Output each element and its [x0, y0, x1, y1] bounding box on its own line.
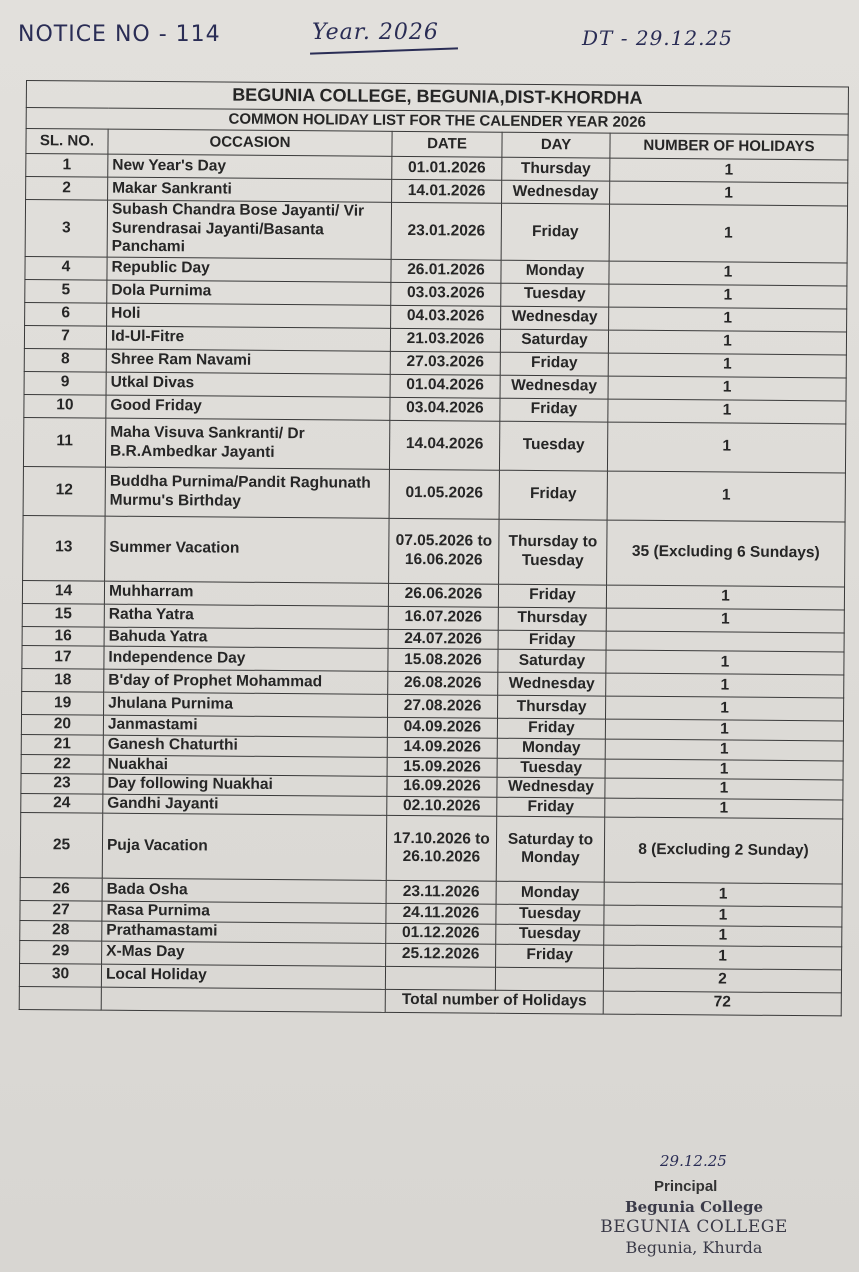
cell-date: 01.04.2026 — [390, 374, 500, 398]
cell-day: Friday — [498, 584, 606, 608]
cell-occasion: Summer Vacation — [105, 516, 390, 583]
cell-date: 04.03.2026 — [391, 305, 501, 329]
stamp-line-3: Begunia, Khurda — [625, 1238, 763, 1257]
cell-day: Monday — [496, 882, 604, 906]
cell-count: 1 — [605, 696, 843, 721]
cell-sl: 14 — [22, 580, 104, 604]
cell-count: 1 — [608, 376, 846, 401]
cell-day: Friday — [499, 470, 607, 520]
cell-count: 1 — [607, 422, 845, 473]
cell-count — [606, 631, 844, 652]
cell-occasion: Prathamastami — [102, 921, 386, 943]
stamp-line-2: BEGUNIA COLLEGE — [600, 1216, 788, 1237]
cell-count: 1 — [609, 261, 847, 286]
cell-occasion: Shree Ram Navami — [106, 349, 390, 374]
cell-date: 02.10.2026 — [387, 796, 497, 816]
cell-count: 1 — [604, 925, 842, 946]
cell-date: 16.07.2026 — [388, 606, 498, 630]
cell-date: 25.12.2026 — [386, 943, 496, 967]
cell-date: 26.06.2026 — [388, 583, 498, 607]
cell-sl: 26 — [20, 878, 102, 902]
principal-signature: 29.12.25 — [660, 1152, 727, 1170]
cell-sl: 5 — [25, 279, 107, 303]
cell-day: Friday — [498, 630, 606, 650]
cell-count: 1 — [609, 284, 847, 309]
cell-occasion: Republic Day — [107, 257, 391, 282]
cell-occasion: Gandhi Jayanti — [103, 794, 387, 816]
cell-count: 1 — [610, 158, 848, 183]
table-row — [23, 466, 845, 521]
cell-date: 15.09.2026 — [387, 757, 497, 777]
stamp-line-1: Begunia College — [624, 1198, 764, 1216]
cell-date: 14.09.2026 — [387, 737, 497, 757]
cell-date — [385, 966, 495, 990]
cell-day: Friday — [500, 352, 608, 376]
cell-date: 15.08.2026 — [388, 649, 498, 673]
cell-sl: 8 — [24, 348, 106, 372]
cell-day: Wednesday — [501, 306, 609, 330]
notice-number: NOTICE NO - 114 — [18, 22, 221, 47]
cell-count: 1 — [604, 882, 842, 907]
cell-sl: 10 — [24, 394, 106, 418]
col-sl-header: SL. NO. — [26, 129, 108, 155]
cell-occasion: B'day of Prophet Mohammad — [104, 670, 388, 695]
cell-date: 27.03.2026 — [390, 351, 500, 375]
cell-date: 27.08.2026 — [388, 695, 498, 719]
cell-day: Saturday to Monday — [496, 817, 605, 883]
cell-day: Friday — [497, 719, 605, 739]
cell-count: 1 — [604, 905, 842, 926]
notice-date: DT - 29.12.25 — [582, 26, 733, 50]
cell-sl: 22 — [21, 754, 103, 774]
cell-occasion: Maha Visuva Sankranti/ Dr B.R.Ambedkar Jayanti — [105, 418, 389, 469]
cell-occasion: Holi — [107, 303, 391, 328]
cell-day: Friday — [500, 398, 608, 422]
cell-day: Monday — [497, 738, 605, 758]
cell-count: 1 — [605, 798, 843, 819]
cell-count: 1 — [608, 353, 846, 378]
col-date-header: DATE — [392, 131, 502, 157]
cell-sl: 11 — [23, 417, 105, 467]
cell-day: Tuesday — [499, 421, 607, 471]
cell-count: 1 — [608, 330, 846, 355]
cell-count: 1 — [605, 739, 843, 760]
cell-count: 8 (Excluding 2 Sunday) — [604, 817, 843, 884]
cell-occasion: Utkal Divas — [106, 372, 390, 397]
cell-sl: 4 — [25, 256, 107, 280]
cell-day: Saturday — [500, 329, 608, 353]
cell-day: Thursday — [502, 157, 610, 181]
cell-occasion: Buddha Purnima/Pandit Raghunath Murmu's Birthday — [105, 467, 389, 518]
college-title: BEGUNIA COLLEGE, BEGUNIA,DIST-KHORDHA — [26, 81, 848, 114]
cell-date: 16.09.2026 — [387, 777, 497, 797]
cell-day: Saturday — [498, 650, 606, 674]
cell-sl: 19 — [22, 692, 104, 716]
cell-date: 03.03.2026 — [391, 282, 501, 306]
cell-count: 1 — [605, 759, 843, 780]
notice-year: Year. 2026 — [312, 20, 439, 45]
cell-occasion: X-Mas Day — [102, 941, 386, 966]
cell-count: 2 — [603, 968, 841, 993]
cell-day: Friday — [496, 944, 604, 968]
cell-blank — [101, 987, 385, 1012]
cell-date: 17.10.2026 to 26.10.2026 — [386, 816, 497, 882]
cell-occasion: Nuakhai — [103, 755, 387, 777]
cell-count: 1 — [606, 608, 844, 633]
college-stamp — [594, 1198, 794, 1258]
cell-occasion: Rasa Purnima — [102, 901, 386, 923]
cell-day: Wednesday — [500, 375, 608, 399]
cell-occasion: Ganesh Chaturthi — [103, 735, 387, 757]
cell-sl: 23 — [21, 774, 103, 794]
list-subtitle: COMMON HOLIDAY LIST FOR THE CALENDER YEAR 2026 — [26, 108, 848, 135]
cell-sl: 3 — [25, 200, 107, 257]
cell-date: 26.01.2026 — [391, 259, 501, 283]
table-row — [25, 200, 847, 263]
cell-count: 1 — [606, 650, 844, 675]
cell-occasion: Puja Vacation — [102, 813, 387, 880]
cell-sl: 28 — [20, 920, 102, 940]
cell-day: Tuesday — [496, 924, 604, 944]
cell-date: 24.07.2026 — [388, 629, 498, 649]
cell-day: Friday — [501, 203, 609, 261]
cell-occasion: Good Friday — [106, 395, 390, 420]
cell-count: 1 — [610, 181, 848, 206]
cell-occasion: Day following Nuakhai — [103, 774, 387, 796]
cell-sl: 7 — [24, 325, 106, 349]
cell-date: 07.05.2026 to 16.06.2026 — [389, 518, 500, 584]
cell-sl: 20 — [21, 715, 103, 735]
cell-count: 1 — [605, 778, 843, 799]
cell-count: 1 — [606, 673, 844, 698]
cell-day: Thursday to Tuesday — [499, 519, 608, 585]
cell-occasion: Bada Osha — [102, 878, 386, 903]
cell-count: 1 — [609, 307, 847, 332]
cell-day — [495, 967, 603, 991]
cell-blank — [19, 986, 101, 1010]
cell-count: 1 — [606, 585, 844, 610]
cell-date: 26.08.2026 — [388, 672, 498, 696]
cell-sl: 12 — [23, 466, 105, 516]
cell-day: Friday — [497, 797, 605, 817]
cell-sl: 9 — [24, 371, 106, 395]
cell-count: 1 — [605, 719, 843, 740]
cell-sl: 2 — [26, 177, 108, 201]
cell-date: 01.05.2026 — [389, 469, 499, 519]
cell-sl: 30 — [19, 963, 101, 987]
cell-sl: 27 — [20, 901, 102, 921]
cell-occasion: Muhharram — [104, 581, 388, 606]
cell-occasion: Independence Day — [104, 647, 388, 672]
cell-occasion: Ratha Yatra — [104, 604, 388, 629]
cell-count: 1 — [608, 399, 846, 424]
cell-occasion: Janmastami — [103, 716, 387, 738]
year-underline — [310, 47, 458, 54]
cell-date: 23.11.2026 — [386, 881, 496, 905]
table-row — [23, 515, 846, 586]
cell-date: 01.01.2026 — [392, 156, 502, 180]
principal-label: Principal — [654, 1178, 718, 1195]
cell-day: Tuesday — [501, 283, 609, 307]
cell-day: Wednesday — [502, 180, 610, 204]
cell-occasion: Makar Sankranti — [108, 177, 392, 202]
cell-day: Monday — [501, 260, 609, 284]
cell-sl: 13 — [23, 515, 106, 581]
cell-sl: 16 — [22, 626, 104, 646]
cell-day: Tuesday — [496, 905, 604, 925]
cell-count: 35 (Excluding 6 Sundays) — [607, 520, 846, 587]
total-label: Total number of Holidays — [385, 989, 603, 1014]
cell-date: 04.09.2026 — [387, 718, 497, 738]
cell-day: Thursday — [497, 696, 605, 720]
cell-sl: 24 — [21, 793, 103, 813]
col-day-header: DAY — [502, 132, 610, 158]
cell-date: 23.01.2026 — [391, 202, 501, 260]
cell-date: 21.03.2026 — [390, 328, 500, 352]
cell-occasion: Dola Purnima — [107, 280, 391, 305]
holiday-table — [19, 80, 849, 1016]
cell-sl: 25 — [20, 813, 103, 879]
cell-occasion: Jhulana Purnima — [104, 693, 388, 718]
table-row — [20, 813, 843, 884]
cell-occasion: New Year's Day — [108, 154, 392, 179]
col-number-header: NUMBER OF HOLIDAYS — [610, 133, 848, 160]
cell-occasion: Subash Chandra Bose Jayanti/ Vir Surendrasai Jayanti/Basanta Panchami — [107, 200, 391, 259]
cell-day: Tuesday — [497, 758, 605, 778]
col-occasion-header: OCCASION — [108, 129, 392, 156]
cell-date: 24.11.2026 — [386, 904, 496, 924]
cell-sl: 21 — [21, 734, 103, 754]
cell-day: Wednesday — [498, 673, 606, 697]
cell-date: 03.04.2026 — [390, 397, 500, 421]
cell-sl: 17 — [22, 646, 104, 670]
cell-date: 14.01.2026 — [392, 179, 502, 203]
cell-occasion: Id-Ul-Fitre — [106, 326, 390, 351]
cell-sl: 18 — [22, 669, 104, 693]
cell-sl: 29 — [20, 940, 102, 964]
cell-count: 1 — [604, 945, 842, 970]
cell-date: 14.04.2026 — [389, 420, 499, 470]
cell-count: 1 — [609, 204, 847, 263]
cell-occasion: Bahuda Yatra — [104, 627, 388, 649]
cell-sl: 15 — [22, 603, 104, 627]
total-value: 72 — [603, 991, 841, 1016]
cell-occasion: Local Holiday — [101, 964, 385, 989]
cell-sl: 6 — [25, 302, 107, 326]
cell-date: 01.12.2026 — [386, 923, 496, 943]
cell-day: Thursday — [498, 607, 606, 631]
cell-count: 1 — [607, 471, 845, 522]
table-row — [23, 417, 845, 472]
cell-day: Wednesday — [497, 777, 605, 797]
cell-sl: 1 — [26, 154, 108, 178]
